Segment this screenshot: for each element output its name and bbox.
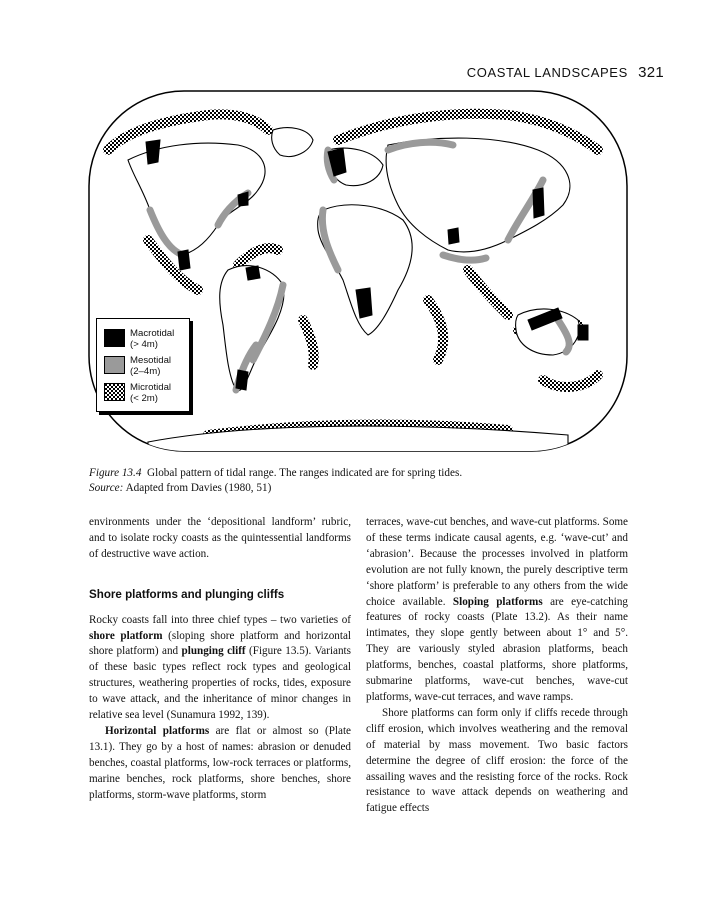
caption-text: Global pattern of tidal range. The ranges indicated are for spring tides.	[147, 467, 463, 479]
section-heading: Shore platforms and plunging cliffs	[89, 587, 285, 601]
legend-range: (> 4m)	[130, 339, 158, 350]
source-label: Source:	[89, 481, 124, 494]
source-text: Adapted from Davies (1980, 51)	[125, 481, 272, 494]
page-number: 321	[638, 64, 664, 81]
running-head	[467, 64, 664, 81]
section-title: COASTAL LANDSCAPES	[466, 65, 628, 80]
caption-label: Figure 13.4	[89, 467, 142, 479]
left-column	[89, 515, 351, 804]
paragraph: terraces, wave-cut benches, and wave-cut platforms. Some of these terms indicate causal agents, e.g. ‘wave-cut’ and ‘abrasion’. Because the processes involved in platform evolution are not fully known, the purely descriptive term ‘shore platform’ is preferable to any others from the wide choice available. Sloping platforms are eye-catching features of rocky coasts (Plate 13.2). As their name intimates, they slope gently between about 1° and 5°. They are variously styled abrasion platforms, beach platforms, benches, coastal platforms, shore platforms, submarine platforms, wave-cut benches, wave-cut platforms, wave-cut terraces, and wave ramps.	[366, 516, 628, 703]
term-horizontal-platforms: Horizontal platforms	[105, 724, 210, 737]
term-sloping-platforms: Sloping platforms	[452, 595, 543, 608]
mesotidal-swatch	[104, 356, 125, 374]
paragraph: Shore platforms can form only if cliffs recede through cliff erosion, which involves weathering and the removal of material by mass movement. Two basic factors determine the degree of cliff erosion: the force of the assailing waves and the resisting force of the rocks. Rock resistance to wave attack depends on weathering and fatigue effects	[366, 706, 628, 815]
legend-label: Microtidal	[130, 382, 172, 393]
legend-range: (< 2m)	[130, 393, 158, 404]
legend-label: Macrotidal	[130, 328, 175, 339]
macrotidal-swatch	[104, 329, 125, 347]
paragraph: environments under the ‘depositional landform’ rubric, and to isolate rocky coasts as the quintessential landforms of destructive wave action.	[89, 516, 351, 560]
paragraph: Horizontal platforms are flat or almost so (Plate 13.1). They go by a host of names: abrasion or denuded benches, coastal platforms, low-rock terraces or platforms, marine benches, rock platforms, shore benches, shore platforms, storm-wave platforms, storm	[89, 724, 351, 801]
figure-caption	[89, 466, 629, 495]
legend-label: Mesotidal	[130, 355, 172, 366]
microtidal-swatch	[104, 383, 125, 401]
term-plunging-cliff: plunging cliff	[181, 645, 246, 658]
legend-range: (2–4m)	[130, 366, 161, 377]
right-column	[366, 515, 628, 817]
term-shore-platform: shore platform	[89, 629, 163, 642]
map-legend	[96, 318, 190, 412]
paragraph: Rocky coasts fall into three chief types – two varieties of shore platform (sloping shore platform and horizontal shore platform) and plunging cliff (Figure 13.5). Variants of these basic types reflect rock types and geological structures, weathering properties of rocks, tides, exposure to wave attack, and the inheritance of minor changes in relative sea level (Sunamura 1992, 139).	[89, 613, 351, 722]
